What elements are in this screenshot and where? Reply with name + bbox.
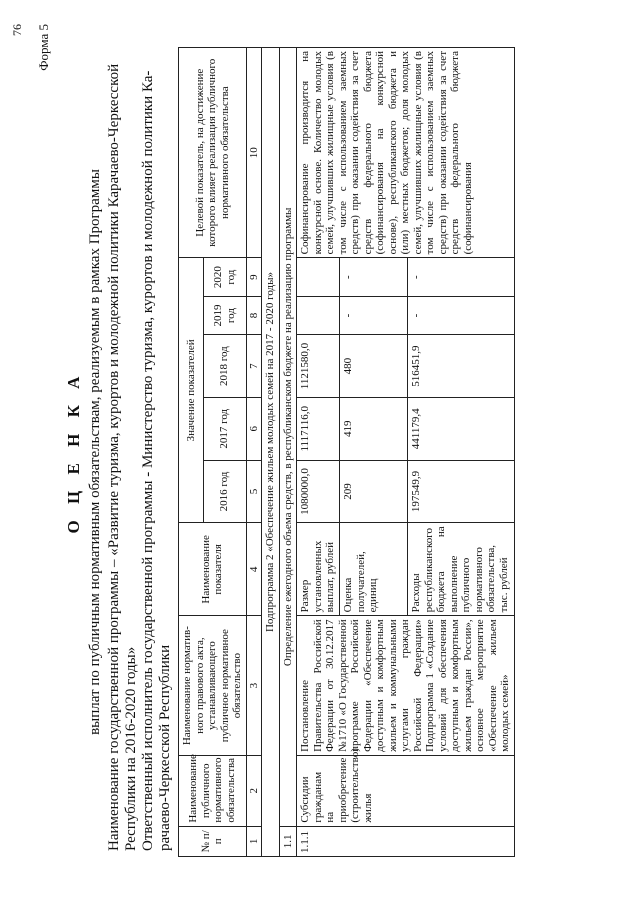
table-row — [297, 48, 340, 857]
indicator-name: Размер установленных выплат, рублей — [297, 523, 340, 616]
header-legal-act: Наименование норматив-ного правового акта, устанавливающего публичное нормативное обязательство — [179, 616, 247, 756]
header-number: № п/п — [179, 826, 247, 856]
indicator-name: Оценка получателей, единиц — [340, 523, 408, 616]
column-numbers-row — [246, 48, 262, 857]
column-number: 2 — [246, 755, 262, 826]
section-title: Определение ежегодного объема средств, в республиканском бюджете на реализацию программы — [279, 48, 297, 827]
target-indicator: Софинансирование производится на конкурсной основе. Количество молодых семей, улучшивших жилищные условия (в том числе с использованием заемных средств) при оказании содействия за счет средств федерального бюджета (софинансирования на конкурсной основе), республиканского бюджета и (или) местных бюджетов; доля молодых семей, улучшивших жилищные условия (в том числе с использованием заемных средств) при оказании содействия за счет средств федерального бюджета (софинансирования — [297, 48, 515, 258]
section-row — [279, 48, 297, 857]
indicator-value: - — [340, 258, 408, 296]
document-title: О Ц Е Н К А — [64, 370, 83, 534]
indicator-value — [297, 258, 340, 296]
column-number: 10 — [246, 48, 262, 258]
column-number: 9 — [246, 258, 262, 296]
indicator-value: 1121580,0 — [297, 335, 340, 398]
header-target: Целевой показатель, на достижение которого влияет реализация публичного нормативного обязательства — [179, 48, 247, 258]
header-year: 2019 год — [203, 296, 246, 334]
indicator-value: - — [408, 258, 514, 296]
column-number: 7 — [246, 335, 262, 398]
column-number: 3 — [246, 616, 262, 756]
indicator-value: - — [340, 296, 408, 334]
executor-line: рачаево-Черкесской Республики — [157, 644, 173, 851]
indicator-name: Расходы республиканского бюджета на выполнение публичного нормативного обязательства, тыс. рублей — [408, 523, 514, 616]
obligation-name: Субсидии гражданам на приобретение (строительство) жилья — [297, 755, 515, 826]
document-header — [26, 47, 174, 857]
column-number: 1 — [246, 826, 262, 856]
indicator-value: 516451,9 — [408, 335, 514, 398]
program-info — [106, 47, 174, 857]
indicator-value: 1080000,0 — [297, 460, 340, 523]
indicator-value: - — [408, 296, 514, 334]
header-year: 2016 год — [203, 460, 246, 523]
header-indicator: Наименование показателя — [179, 523, 247, 616]
indicator-value — [297, 296, 340, 334]
header-year: 2018 год — [203, 335, 246, 398]
column-number: 5 — [246, 460, 262, 523]
page-number: 76 — [10, 24, 24, 36]
indicator-value: 1117116,0 — [297, 397, 340, 460]
assessment-table — [178, 47, 515, 857]
section-number: 1.1 — [279, 826, 297, 856]
indicator-value: 197549,9 — [408, 460, 514, 523]
form-label: Форма 5 — [36, 24, 51, 71]
document-subtitle: выплат по публичным нормативным обязательствам, реализуемым в рамках Программы — [87, 169, 103, 735]
subprogram-row — [262, 48, 280, 857]
header-year: 2017 год — [203, 397, 246, 460]
indicator-value: 419 — [340, 397, 408, 460]
header-obligation: Наименование публичного нормативного обязательства — [179, 755, 247, 826]
indicator-value: 441179,4 — [408, 397, 514, 460]
legal-act: Постановление Правительства Российской Федерации от 30.12.2017 №1710 «О Государственной программе Российской Федерации «Обеспечение доступным и комфортным жильем и коммунальными услугами граждан Российской Федерации» Подпрограмма 1 «Создание условий для обеспечения доступным и комфортным жильем граждан России», основное мероприятие «Обеспечение жильем молодых семей» — [297, 616, 515, 756]
program-name-line: Республики на 2016-2020 годы» — [123, 646, 139, 851]
header-values-group: Значение показателей — [179, 258, 204, 523]
column-number: 8 — [246, 296, 262, 334]
subprogram-title: Подпрограмма 2 «Обеспечение жильем молодых семей на 2017 - 2020 годы» — [262, 48, 280, 857]
row-number: 1.1.1 — [297, 826, 515, 856]
program-name-line: Наименование государственной программы – «Развитие туризма, курортов и молодежной политики Карачаево-Черкесской — [106, 63, 122, 851]
indicator-value: 209 — [340, 460, 408, 523]
executor-line: Ответственный исполнитель государственной программы - Министерство туризма, курортов и молодежной политики Ка- — [140, 70, 156, 851]
indicator-value: 480 — [340, 335, 408, 398]
column-number: 4 — [246, 523, 262, 616]
column-number: 6 — [246, 397, 262, 460]
header-year: 2020 год — [203, 258, 246, 296]
